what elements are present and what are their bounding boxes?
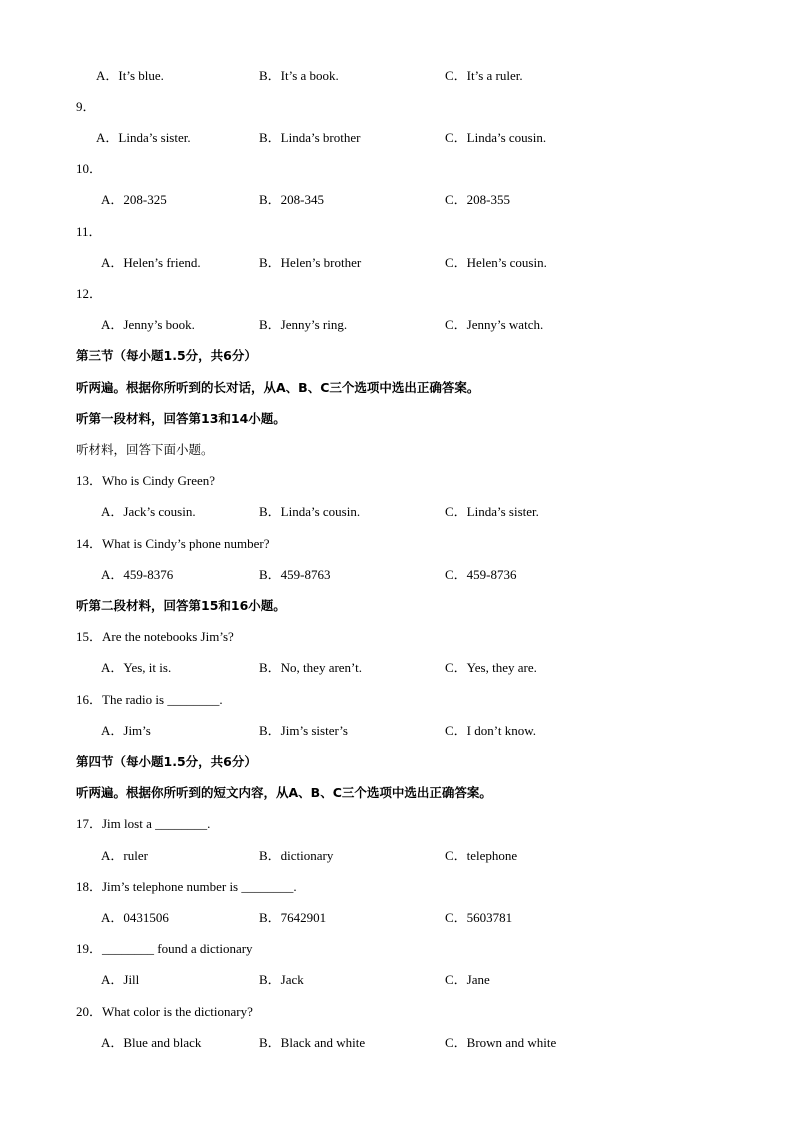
q10-option-c: C．208-355 [445, 192, 511, 207]
q17-option-b: B．dictionary [259, 848, 334, 863]
q17-stem: 17．Jim lost a ________. [76, 816, 211, 831]
section3-title: 第三节（每小题1.5分，共6分） [76, 348, 257, 363]
q11-option-b: B．Helen’s brother [259, 255, 362, 270]
q15-option-a: A．Yes, it is. [101, 660, 172, 675]
q8-option-c: C．It’s a ruler. [445, 68, 523, 83]
q12-option-c: C．Jenny’s watch. [445, 317, 544, 332]
q13-option-c: C．Linda’s sister. [445, 504, 539, 519]
q9-option-b: B．Linda’s brother [259, 130, 361, 145]
q13-option-a: A．Jack’s cousin. [101, 504, 196, 519]
q14-option-b: B．459-8763 [259, 567, 331, 582]
q9-number: 9． [76, 99, 96, 114]
q11-number: 11． [76, 224, 102, 239]
section4-instruction: 听两遍。根据你所听到的短文内容，从A、B、C三个选项中选出正确答案。 [76, 785, 492, 800]
q10-number: 10． [76, 161, 103, 176]
q9-option-a: A．Linda’s sister. [96, 130, 191, 145]
q16-stem: 16．The radio is ________. [76, 692, 223, 707]
q19-option-b: B．Jack [259, 972, 304, 987]
q14-option-c: C．459-8736 [445, 567, 517, 582]
listen-instruction: 听材料，回答下面小题。 [76, 442, 214, 457]
q16-option-c: C．I don’t know. [445, 723, 537, 738]
section4-title: 第四节（每小题1.5分，共6分） [76, 754, 257, 769]
q14-stem: 14．What is Cindy’s phone number? [76, 536, 270, 551]
section3-instruction: 听两遍。根据你所听到的长对话，从A、B、C三个选项中选出正确答案。 [76, 380, 480, 395]
q19-stem: 19．________ found a dictionary [76, 941, 253, 956]
q11-option-c: C．Helen’s cousin. [445, 255, 547, 270]
q20-option-b: B．Black and white [259, 1035, 366, 1050]
q13-option-b: B．Linda’s cousin. [259, 504, 361, 519]
q10-option-b: B．208-345 [259, 192, 325, 207]
q19-option-c: C．Jane [445, 972, 490, 987]
q11-option-a: A．Helen’s friend. [101, 255, 201, 270]
q15-option-b: B．No, they aren’t. [259, 660, 363, 675]
q18-stem: 18．Jim’s telephone number is ________. [76, 879, 297, 894]
q17-option-c: C．telephone [445, 848, 518, 863]
part2-heading: 听第二段材料，回答第15和16小题。 [76, 598, 286, 613]
q12-option-b: B．Jenny’s ring. [259, 317, 348, 332]
q16-option-a: A．Jim’s [101, 723, 151, 738]
q18-option-b: B．7642901 [259, 910, 327, 925]
q18-option-a: A．0431506 [101, 910, 169, 925]
q18-option-c: C．5603781 [445, 910, 513, 925]
q9-option-c: C．Linda’s cousin. [445, 130, 547, 145]
q17-option-a: A．ruler [101, 848, 148, 863]
q14-option-a: A．459-8376 [101, 567, 174, 582]
q19-option-a: A．Jill [101, 972, 140, 987]
q12-number: 12． [76, 286, 103, 301]
q8-option-a: A．It’s blue. [96, 68, 164, 83]
q15-stem: 15．Are the notebooks Jim’s? [76, 629, 234, 644]
q8-option-b: B．It’s a book. [259, 68, 339, 83]
section3-part1-heading: 听第一段材料，回答第13和14小题。 [76, 411, 286, 426]
q20-option-a: A．Blue and black [101, 1035, 202, 1050]
q10-option-a: A．208-325 [101, 192, 167, 207]
q16-option-b: B．Jim’s sister’s [259, 723, 348, 738]
q12-option-a: A．Jenny’s book. [101, 317, 195, 332]
q20-stem: 20．What color is the dictionary? [76, 1004, 253, 1019]
q13-stem: 13．Who is Cindy Green? [76, 473, 216, 488]
q15-option-c: C．Yes, they are. [445, 660, 537, 675]
q20-option-c: C．Brown and white [445, 1035, 557, 1050]
